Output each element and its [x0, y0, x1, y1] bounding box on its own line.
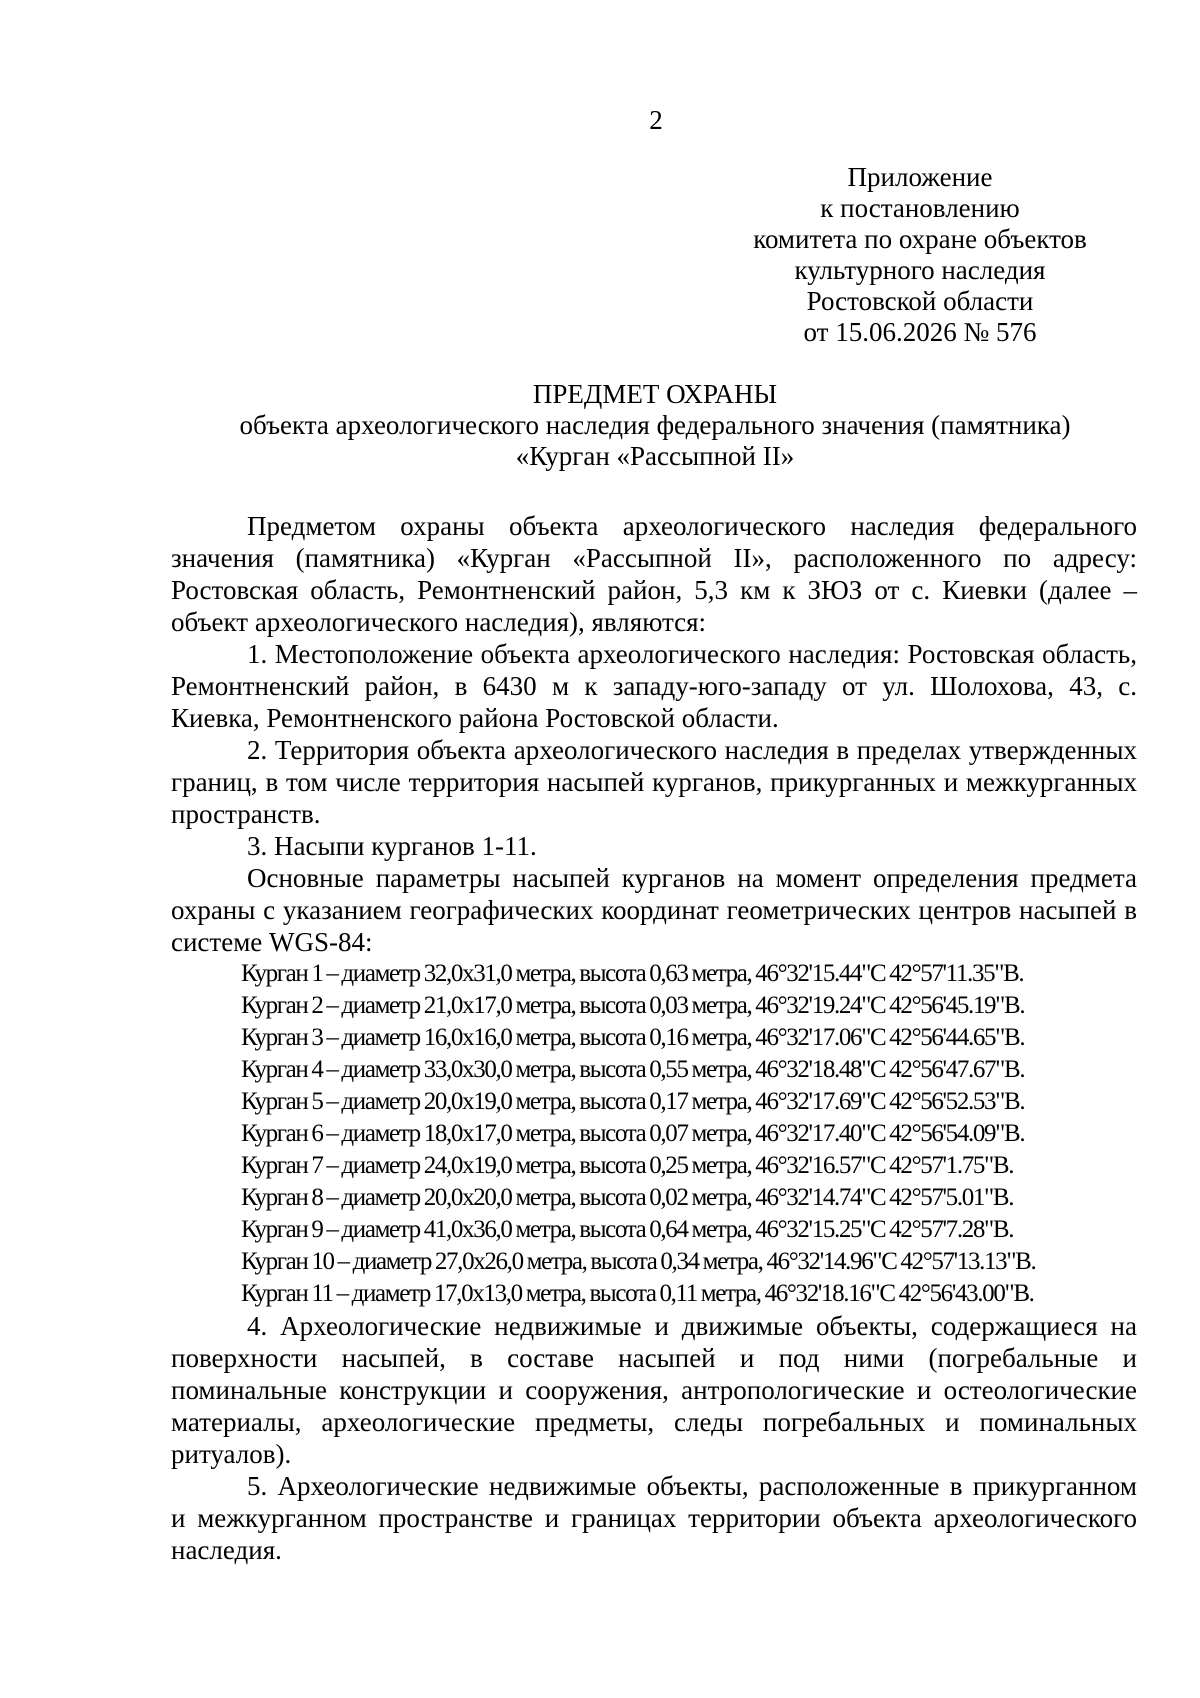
kurgan-entry: Курган 11 – диаметр 17,0х13,0 метра, высота 0,11 метра, 46°32'18.16"С 42°56'43.00"В. — [241, 1280, 1034, 1307]
intro-paragraph: Предметом охраны объекта археологического наследия федерального значения (памятника) «Курган «Рассыпной II», расположенного по адресу: Ростовская область, Ремонтненский район, 5,3 км к ЗЮЗ от с. Киевки (далее – объект археологического наследия), являются: — [171, 511, 1137, 637]
kurgan-entry: Курган 2 – диаметр 21,0х17,0 метра, высота 0,03 метра, 46°32'19.24"С 42°56'45.19"В. — [241, 992, 1025, 1019]
title-subtitle: объекта археологического наследия федерального значения (памятника) — [239, 410, 1071, 440]
kurgan-entry: Курган 10 – диаметр 27,0х26,0 метра, высота 0,34 метра, 46°32'14.96"С 42°57'13.13"В. — [241, 1248, 1036, 1275]
appendix-header — [720, 162, 1120, 348]
appendix-line: Приложение — [847, 162, 993, 192]
kurgan-entry: Курган 8 – диаметр 20,0х20,0 метра, высота 0,02 метра, 46°32'14.74"С 42°57'5.01"В. — [241, 1184, 1014, 1211]
item-immovable-objects: 5. Археологические недвижимые объекты, расположенные в прикурганном и межкурганном пространстве и границах территории объекта археологического наследия. — [171, 1471, 1137, 1565]
kurgan-entry: Курган 5 – диаметр 20,0х19,0 метра, высота 0,17 метра, 46°32'17.69"С 42°56'52.53"В. — [241, 1088, 1025, 1115]
kurgan-entry: Курган 3 – диаметр 16,0х16,0 метра, высота 0,16 метра, 46°32'17.06"С 42°56'44.65"В. — [241, 1024, 1025, 1051]
title-heading: ПРЕДМЕТ ОХРАНЫ — [532, 379, 778, 409]
item-archaeological-objects: 4. Археологические недвижимые и движимые объекты, содержащиеся на поверхности насыпей, в составе насыпей и под ними (погребальные и поминальные конструкции и сооружения, антропологические и остеологические материалы, археологические предметы, следы погребальных и поминальных ритуалов). — [171, 1311, 1137, 1469]
appendix-line: от 15.06.2026 № 576 — [803, 317, 1037, 347]
item-location: 1. Местоположение объекта археологического наследия: Ростовская область, Ремонтненский район, в 6430 м к западу-юго-западу от ул. Шолохова, 43, с. Киевка, Ремонтненского района Ростовской области. — [171, 639, 1137, 733]
kurgan-entry: Курган 7 – диаметр 24,0х19,0 метра, высота 0,25 метра, 46°32'16.57"С 42°57'1.75"В. — [241, 1152, 1014, 1179]
kurgan-entry: Курган 1 – диаметр 32,0х31,0 метра, высота 0,63 метра, 46°32'15.44"С 42°57'11.35"В. — [241, 960, 1024, 987]
item-territory: 2. Территория объекта археологического наследия в пределах утвержденных границ, в том числе территория насыпей курганов, прикурганных и межкурганных пространств. — [171, 735, 1137, 829]
kurgan-entry: Курган 4 – диаметр 33,0х30,0 метра, высота 0,55 метра, 46°32'18.48"С 42°56'47.67"В. — [241, 1056, 1025, 1083]
kurgan-list — [171, 958, 1137, 1310]
document-title — [170, 379, 1140, 472]
appendix-line: Ростовской области — [806, 286, 1034, 316]
title-object-name: «Курган «Рассыпной II» — [515, 441, 795, 471]
appendix-line: комитета по охране объектов — [753, 224, 1087, 254]
kurgan-entry: Курган 9 – диаметр 41,0х36,0 метра, высота 0,64 метра, 46°32'15.25"С 42°57'7.28"В. — [241, 1216, 1014, 1243]
appendix-line: культурного наследия — [794, 255, 1046, 285]
page-number: 2 — [649, 105, 663, 135]
appendix-line: к постановлению — [820, 193, 1020, 223]
document-body — [171, 510, 1137, 1566]
item-mounds: 3. Насыпи курганов 1-11. — [247, 831, 537, 861]
kurgan-entry: Курган 6 – диаметр 18,0х17,0 метра, высота 0,07 метра, 46°32'17.40"С 42°56'54.09"В. — [241, 1120, 1025, 1147]
parameters-intro: Основные параметры насыпей курганов на момент определения предмета охраны с указанием географических координат геометрических центров насыпей в системе WGS-84: — [171, 863, 1137, 957]
